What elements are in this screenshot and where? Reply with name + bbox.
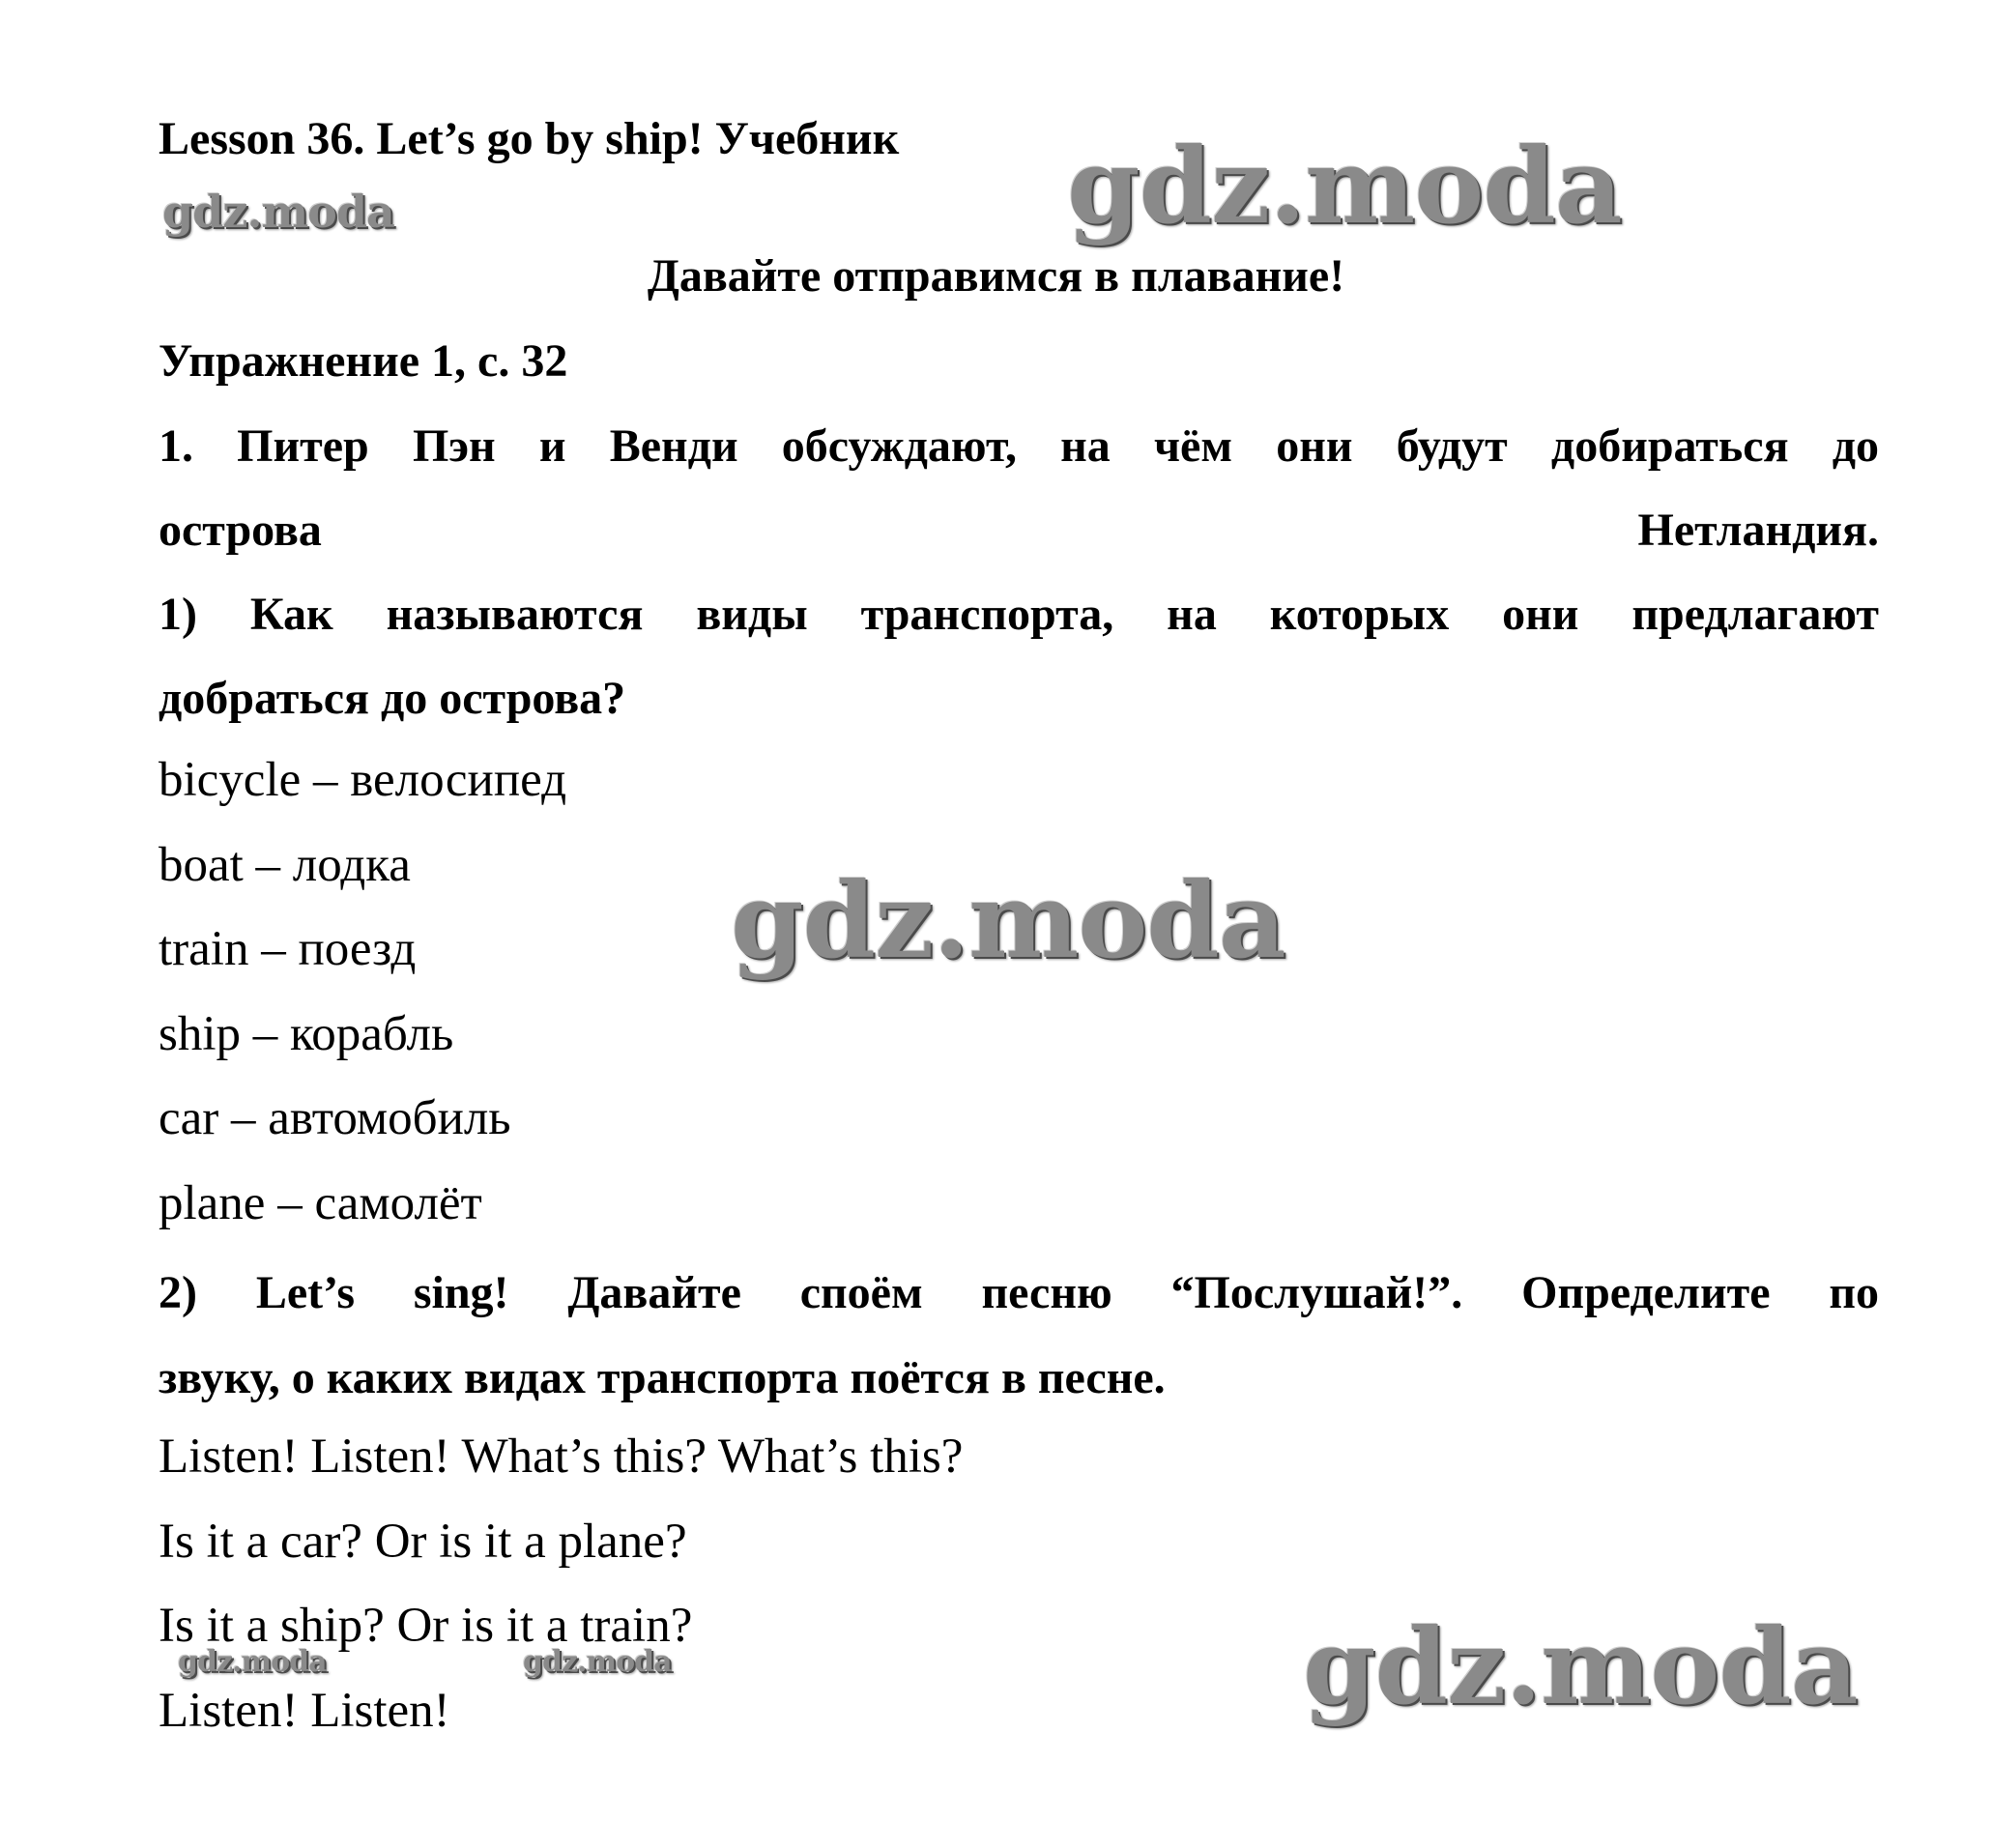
song-line: Listen! Listen! What’s this? What’s this? [159,1429,964,1484]
watermark-logo: gdz.moda [731,860,1285,982]
task2-line2: звуку, о каких видах транспорта поётся в песне. [159,1352,1166,1403]
vocab-item: train – поезд [159,922,417,976]
task2-line1 [159,1266,1879,1319]
lesson-title: Lesson 36. Let’s go by ship! Учебник [159,113,900,164]
task1-line2 [159,504,1879,557]
vocab-item: bicycle – велосипед [159,753,567,807]
watermark-logo: gdz.moda [162,186,394,238]
vocab-item: car – автомобиль [159,1091,511,1145]
vocab-item: ship – корабль [159,1007,454,1061]
song-line: Is it a ship? Or is it a train? [159,1599,693,1653]
task1-line1: 1. Питер Пэн и Венди обсуждают, на чём они будут добираться до [159,420,1879,472]
song-line: Listen! Listen! [159,1684,450,1738]
song-line: Is it a car? Or is it a plane? [159,1515,687,1569]
watermark-logo: gdz.moda [1303,1606,1858,1728]
lesson-subtitle: Давайте отправимся в плавание! [647,250,1345,302]
watermark-logo: gdz.moda [523,1645,672,1679]
question1-line2: добраться до острова? [159,673,626,724]
vocab-item: boat – лодка [159,838,411,892]
exercise-heading: Упражнение 1, с. 32 [159,335,568,387]
task1-line2-right: Нетландия. [1637,505,1879,556]
task2-russian: Давайте споём песню “Послушай!”. Определите по [567,1267,1880,1318]
watermark-logo: gdz.moda [1067,126,1622,247]
watermark-logo: gdz.moda [178,1645,327,1679]
task2-english: 2) Let’s sing! [159,1267,509,1318]
question1-line1: 1) Как называются виды транспорта, на которых они предлагают [159,589,1879,640]
task1-line2-left: острова [159,505,322,556]
vocab-item: plane – самолёт [159,1176,482,1230]
